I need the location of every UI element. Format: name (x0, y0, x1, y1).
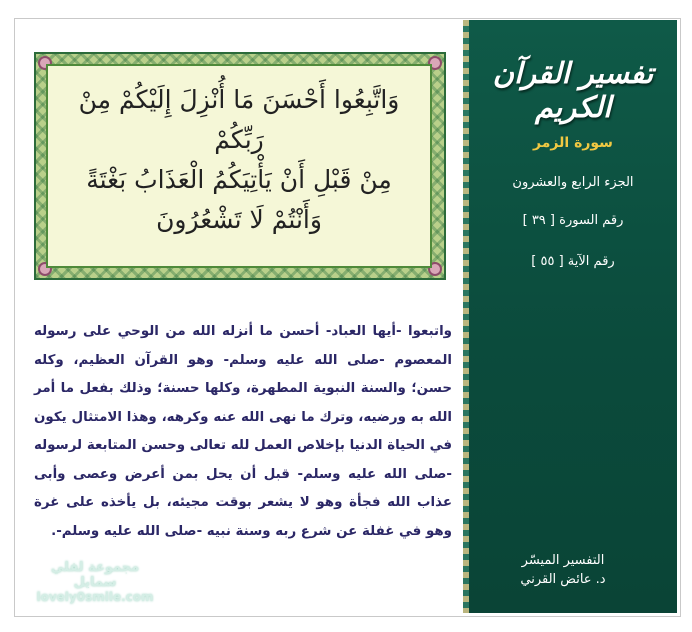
tafsir-paragraph: واتبعوا -أيها العباد- أحسن ما أنزله الله من الوحي على رسوله المعصوم -صلى الله عليه وسلم- وهو القرآن العظيم، وكله حسن؛ والسنة النبوية المطهرة، وكلها حسنة؛ وذلك بفعل ما أمر الله به ورضيه، وترك ما نهى الله عنه وكرهه، وهذا الامتثال يكون في الحياة الدنيا بإخلاص العمل لله تعالى وحسن المتابعة لرسوله -صلى الله عليه وسلم- قبل أن يحل بمن أعرض وعصى وأبى عذاب الله فجأة وهو لا يشعر بوقت مجيئه، بل يأخذه على غرة وهو في غفلة عن شرع ربه وسنة نبيه -صلى الله عليه وسلم-. (34, 324, 452, 539)
author-name: د. عائض القرني (520, 572, 606, 587)
surah-number: رقم السورة [ ٣٩ ] (522, 213, 624, 228)
verse-ornament-frame (34, 52, 446, 280)
verse-line: وَاتَّبِعُوا أَحْسَنَ مَا أُنْزِلَ إِلَيْكُمْ مِنْ رَبِّكُمْ (78, 85, 400, 154)
site-watermark (30, 560, 160, 604)
surah-name: سورة الزمر (533, 135, 613, 151)
brand-title: تفسير القرآن الكريم (492, 56, 654, 124)
site-url: lovely0smile.com (36, 590, 154, 604)
ayah-number: رقم الآية [ ٥٥ ] (531, 254, 615, 269)
verse-line: وَأَنْتُمْ لَا تَشْعُرُونَ (156, 205, 322, 234)
juz-label: الجزء الرابع والعشرون (512, 175, 634, 190)
sidebar (463, 20, 677, 613)
verse-line: مِنْ قَبْلِ أَنْ يَأْتِيَكُمُ الْعَذَابُ بَغْتَةً (86, 165, 392, 194)
site-name: مجموعة لفلي سمايل (50, 560, 140, 590)
verse-text (56, 80, 422, 240)
book-name: التفسير الميسّر (521, 553, 605, 568)
verse-panel (46, 64, 432, 268)
